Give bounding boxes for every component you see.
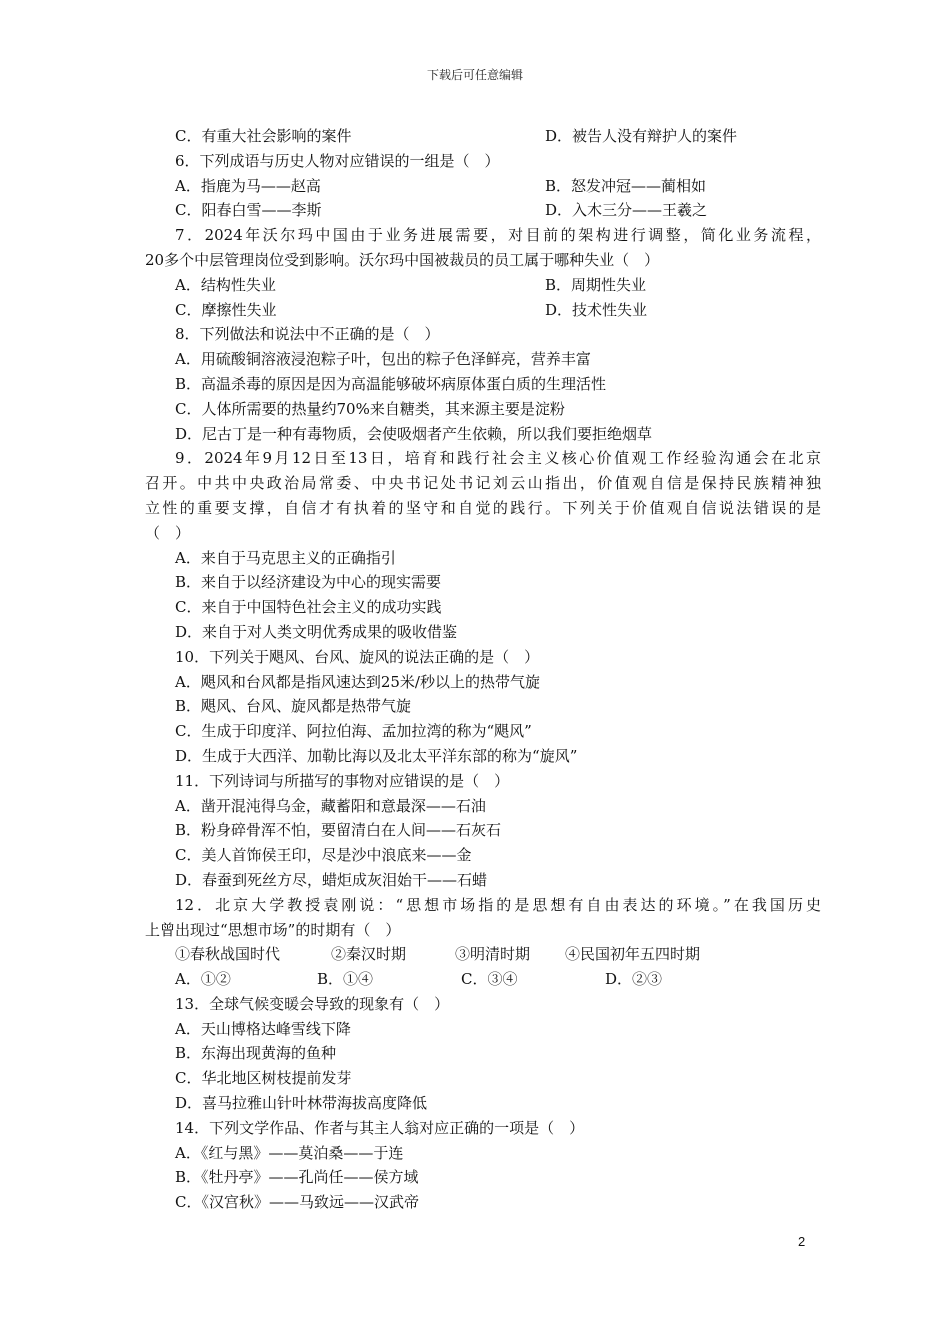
q10-option-d: D．生成于大西洋、加勒比海以及北太平洋东部的称为“旋风” — [175, 746, 578, 765]
q7-options-ab — [145, 273, 821, 298]
q10-option-c: C．生成于印度洋、阿拉伯海、孟加拉湾的称为“飓风” — [175, 722, 532, 741]
page-header: 下载后可任意编辑 — [426, 68, 523, 82]
q8-option-d: D．尼古丁是一种有毒物质，会使吸烟者产生依赖，所以我们要拒绝烟草 — [175, 424, 653, 443]
q13-option-b: B．东海出现黄海的鱼种 — [175, 1044, 337, 1063]
q6-options-ab — [145, 174, 821, 199]
q12-option-c: C．③④ — [461, 970, 518, 989]
q12-item-3: ③明清时期 — [455, 945, 531, 964]
q12-option-b: B．①④ — [317, 970, 374, 989]
q6-option-a: A．指鹿为马——赵高 — [175, 176, 321, 195]
q7-option-c: C．摩擦性失业 — [175, 300, 277, 319]
q12-stem-line1: 12．北京大学教授袁刚说：“思想市场指的是思想有自由表达的环境。”在我国历史 — [175, 895, 821, 914]
q12-item-1: ①春秋战国时代 — [175, 945, 281, 964]
q8-option-c: C．人体所需要的热量约70%来自糖类，其来源主要是淀粉 — [175, 399, 565, 418]
document-body — [145, 124, 821, 1215]
q11-stem: 11．下列诗词与所描写的事物对应错误的是（ ） — [175, 771, 510, 790]
q8-option-b: B．高温杀毒的原因是因为高温能够破坏病原体蛋白质的生理活性 — [175, 374, 607, 393]
q12-item-4: ④民国初年五四时期 — [565, 945, 701, 964]
q5-option-d: D．被告人没有辩护人的案件 — [545, 127, 738, 145]
page-number: 2 — [798, 1234, 806, 1249]
q10-option-b: B．飓风、台风、旋风都是热带气旋 — [175, 697, 412, 716]
q7-option-d: D．技术性失业 — [545, 300, 648, 319]
q10-option-a: A．飓风和台风都是指风速达到25米/秒以上的热带气旋 — [175, 672, 540, 691]
q5-options-cd — [145, 124, 821, 149]
q13-option-c: C．华北地区树枝提前发芽 — [175, 1069, 352, 1088]
q9-option-a: A．来自于马克思主义的正确指引 — [175, 548, 396, 567]
q6-option-d: D．入木三分——王羲之 — [545, 201, 708, 220]
q8-stem: 8．下列做法和说法中不正确的是（ ） — [175, 325, 440, 344]
q12-items — [145, 942, 821, 967]
q11-option-d: D．春蚕到死丝方尽，蜡炬成灰泪始干——石蜡 — [175, 870, 488, 889]
q11-option-b: B．粉身碎骨浑不怕，要留清白在人间——石灰石 — [175, 821, 502, 840]
q9-option-c: C．来自于中国特色社会主义的成功实践 — [175, 598, 442, 617]
q9-stem-line1: 9．2024年9月12日至13日，培育和践行社会主义核心价值观工作经验沟通会在北京 — [175, 449, 821, 468]
q14-option-b: B．《牡丹亭》——孔尚任——侯方域 — [175, 1168, 419, 1187]
q5-option-c: C．有重大社会影响的案件 — [175, 127, 352, 145]
q9-option-d: D．来自于对人类文明优秀成果的吸收借鉴 — [175, 622, 458, 641]
q6-stem: 6．下列成语与历史人物对应错误的一组是（ ） — [175, 151, 500, 170]
q12-option-a: A．①② — [175, 970, 231, 989]
q7-options-cd — [145, 298, 821, 323]
q7-option-b: B．周期性失业 — [545, 275, 647, 294]
q11-option-a: A．凿开混沌得乌金，藏蓄阳和意最深——石油 — [175, 796, 486, 815]
q12-option-d: D．②③ — [605, 970, 663, 989]
q10-stem: 10．下列关于飓风、台风、旋风的说法正确的是（ ） — [175, 647, 540, 666]
q12-options — [145, 967, 821, 992]
q7-option-a: A．结构性失业 — [175, 275, 276, 294]
q7-stem-line2: 20多个中层管理岗位受到影响。沃尔玛中国被裁员的员工属于哪种失业（ ） — [145, 250, 660, 269]
q12-item-2: ②秦汉时期 — [331, 945, 407, 964]
q7-stem-line1: 7．2024年沃尔玛中国由于业务进展需要，对目前的架构进行调整，简化业务流程， — [175, 226, 821, 245]
q9-option-b: B．来自于以经济建设为中心的现实需要 — [175, 573, 442, 592]
q13-option-d: D．喜马拉雅山针叶林带海拔高度降低 — [175, 1094, 428, 1113]
q9-stem-line3: 立性的重要支撑，自信才有执着的坚守和自觉的践行。下列关于价值观自信说法错误的是 — [145, 498, 821, 517]
q6-options-cd — [145, 198, 821, 223]
q9-stem-line2: 召开。中共中央政治局常委、中央书记处书记刘云山指出，价值观自信是保持民族精神独 — [145, 474, 821, 493]
q6-option-b: B．怒发冲冠——蔺相如 — [545, 176, 707, 195]
q14-stem: 14．下列文学作品、作者与其主人翁对应正确的一项是（ ） — [175, 1118, 585, 1137]
q9-stem-line4: （ ） — [145, 523, 191, 542]
q12-stem-line2: 上曾出现过“思想市场”的时期有（ ） — [145, 920, 401, 939]
q13-stem: 13．全球气候变暖会导致的现象有（ ） — [175, 994, 450, 1013]
q8-option-a: A．用硫酸铜溶液浸泡粽子叶，包出的粽子色泽鲜亮，营养丰富 — [175, 350, 591, 369]
q13-option-a: A．天山博格达峰雪线下降 — [175, 1019, 351, 1038]
q11-option-c: C．美人首饰侯王印，尽是沙中浪底来——金 — [175, 846, 472, 865]
q6-option-c: C．阳春白雪——李斯 — [175, 201, 322, 220]
q14-option-a: A．《红与黑》——莫泊桑——于连 — [175, 1143, 404, 1162]
q14-option-c: C．《汉宫秋》——马致远——汉武帝 — [175, 1193, 419, 1212]
